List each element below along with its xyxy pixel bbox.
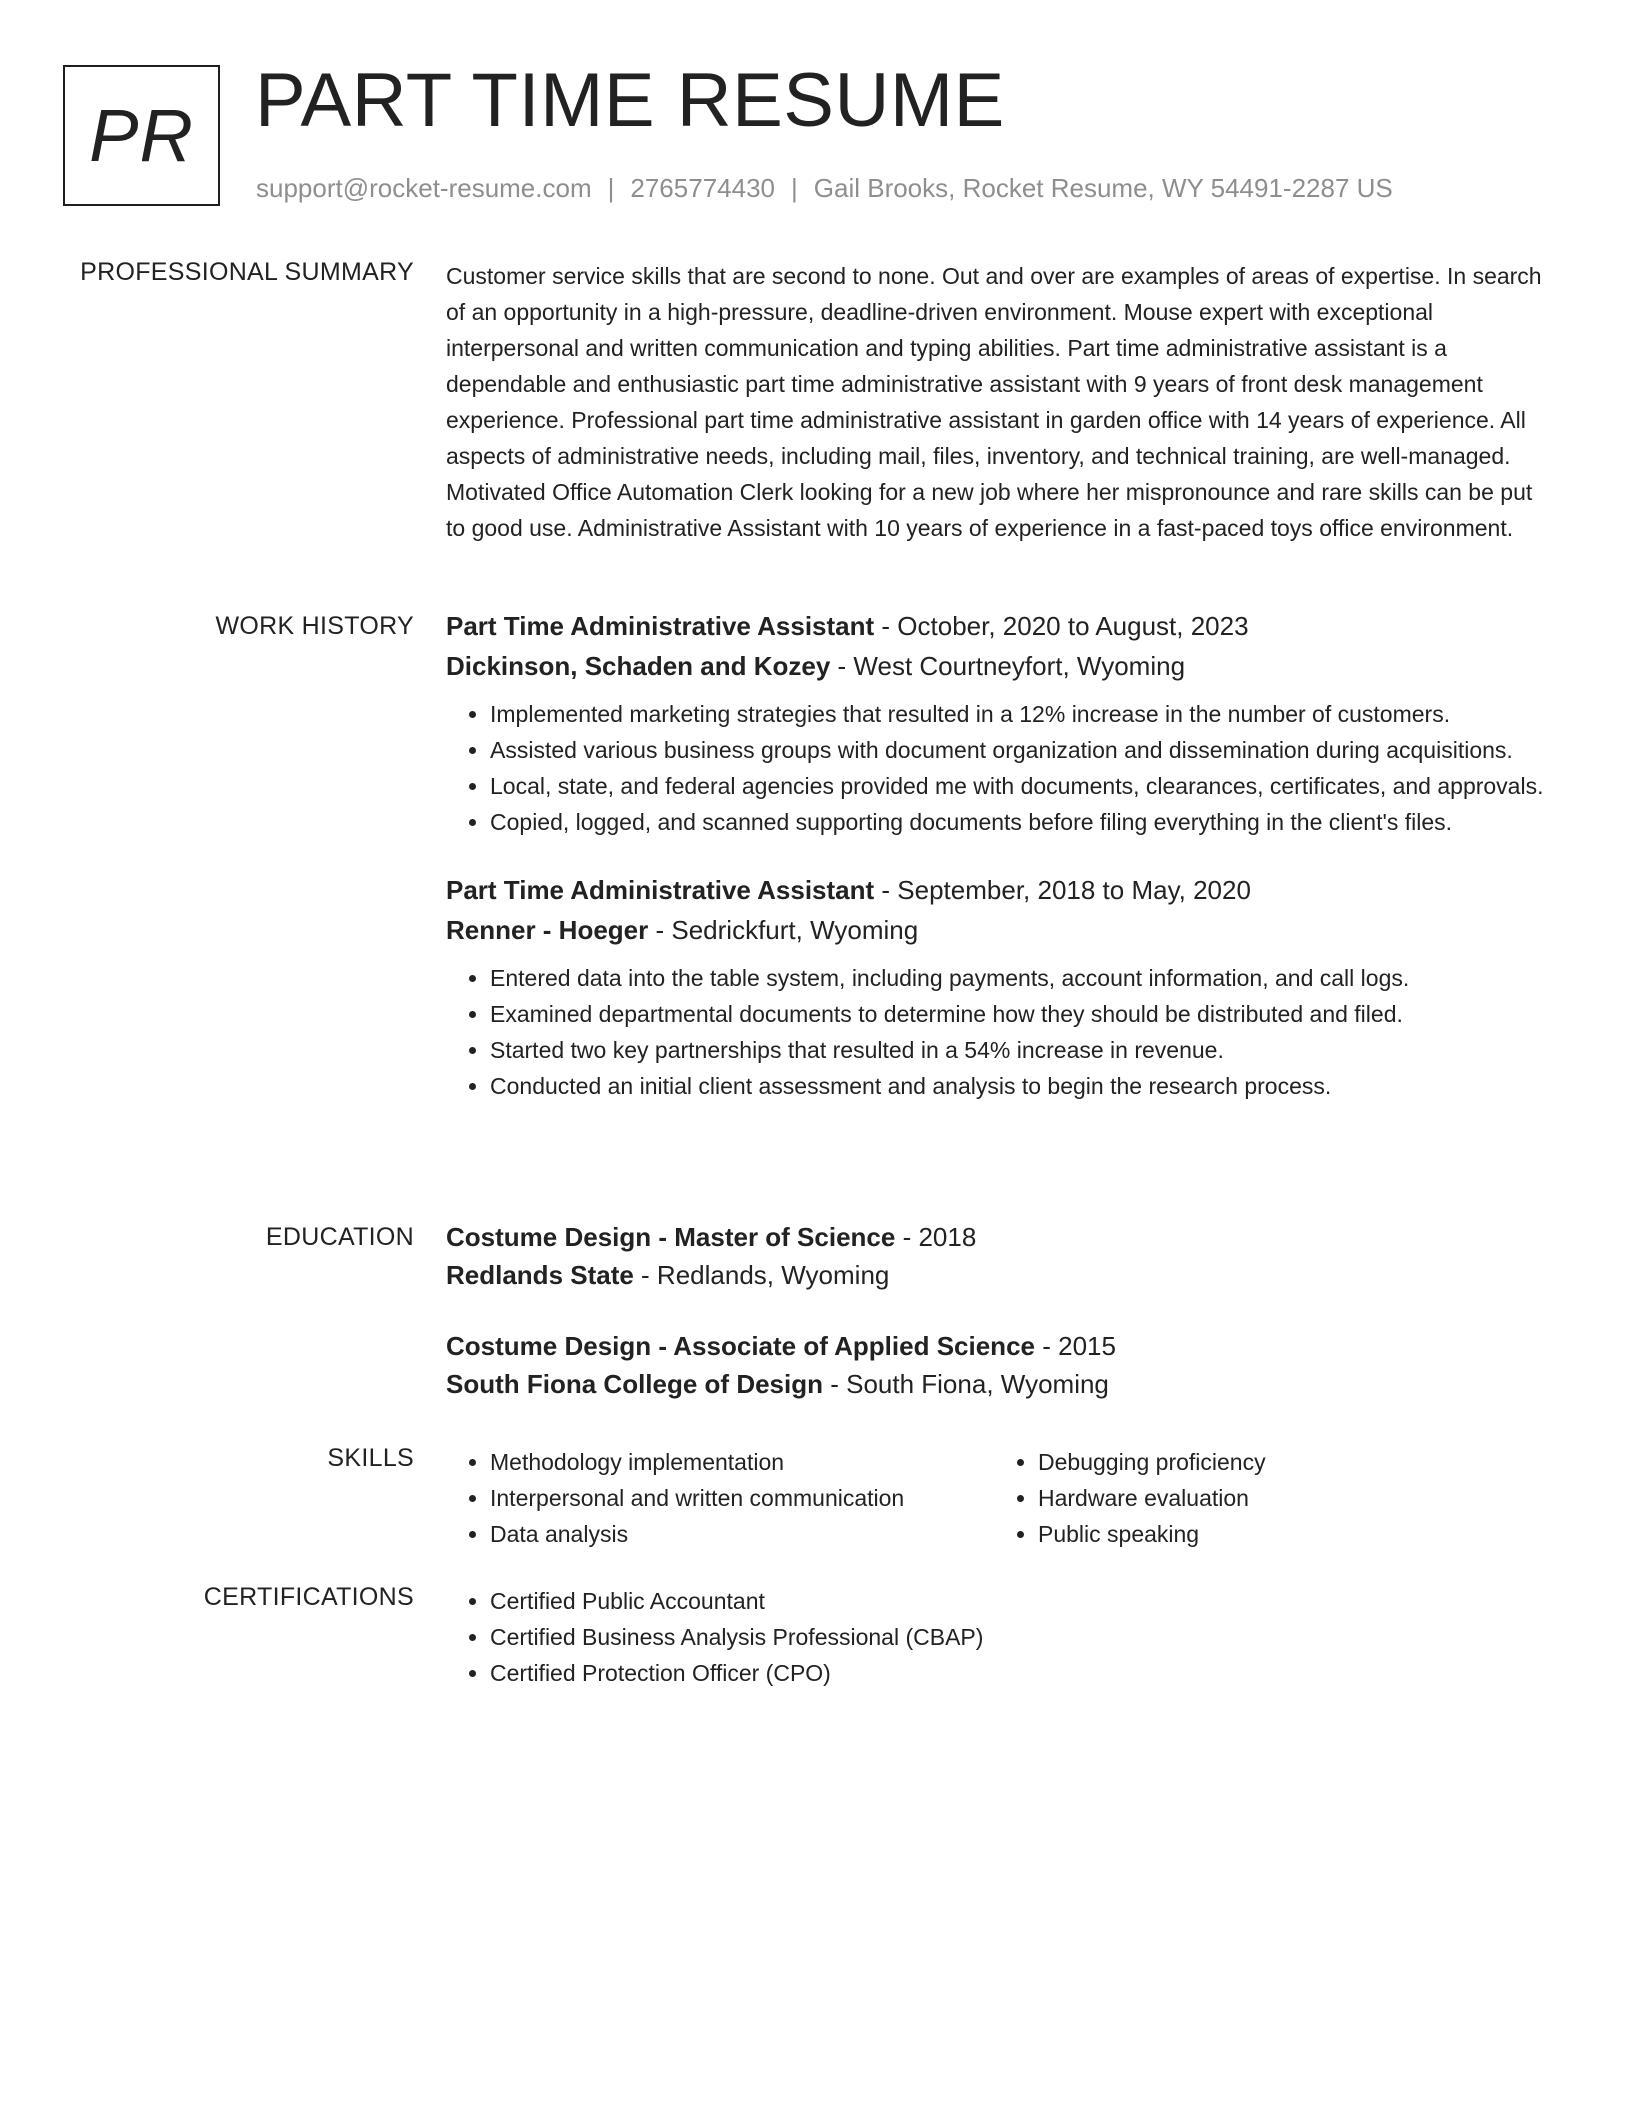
contact-separator: | bbox=[791, 173, 798, 203]
contact-separator: | bbox=[607, 173, 615, 203]
job-bullet: • Conducted an initial client assessment and analysis to begin the research process. bbox=[490, 1068, 1546, 1104]
job-company: Renner - Hoeger bbox=[446, 915, 649, 945]
skill-item: • Hardware evaluation bbox=[1038, 1480, 1542, 1516]
monogram-badge: PR bbox=[63, 65, 220, 206]
page-title: PART TIME RESUME bbox=[255, 58, 1005, 143]
job-bullets bbox=[446, 960, 1546, 1104]
job-title-line bbox=[446, 606, 1546, 646]
resume-header bbox=[63, 58, 1563, 209]
education-degree: Costume Design - Associate of Applied Science bbox=[446, 1331, 1035, 1361]
job-bullet: • Copied, logged, and scanned supporting documents before filing everything in the client's files. bbox=[490, 804, 1546, 840]
education-degree: Costume Design - Master of Science bbox=[446, 1222, 896, 1252]
education-entry bbox=[446, 1218, 1546, 1294]
job-bullet: • Examined departmental documents to determine how they should be distributed and filed. bbox=[490, 996, 1546, 1032]
skills-columns bbox=[446, 1444, 1546, 1552]
education-location: - Redlands, Wyoming bbox=[633, 1260, 890, 1290]
job-title: Part Time Administrative Assistant bbox=[446, 611, 875, 641]
job-title-line bbox=[446, 870, 1546, 910]
contact-line bbox=[256, 173, 1393, 204]
education-year: - 2018 bbox=[895, 1222, 977, 1252]
education-location: - South Fiona, Wyoming bbox=[823, 1369, 1109, 1399]
work-history-heading: WORK HISTORY bbox=[215, 612, 414, 640]
skills-heading: SKILLS bbox=[327, 1444, 414, 1472]
certification-item: • Certified Business Analysis Professional (CBAP) bbox=[490, 1619, 1546, 1655]
certification-item: • Certified Protection Officer (CPO) bbox=[490, 1655, 1546, 1691]
certifications-heading: CERTIFICATIONS bbox=[203, 1583, 414, 1611]
education-degree-line bbox=[446, 1327, 1546, 1365]
job-bullet: • Local, state, and federal agencies provided me with documents, clearances, certificates, and approvals. bbox=[490, 768, 1546, 804]
skill-item: • Methodology implementation bbox=[490, 1444, 994, 1480]
job-bullets bbox=[446, 696, 1546, 840]
certifications-body bbox=[446, 1583, 1546, 1691]
job-title: Part Time Administrative Assistant bbox=[446, 875, 875, 905]
skill-item: • Interpersonal and written communication bbox=[490, 1480, 994, 1516]
education-school-line bbox=[446, 1256, 1546, 1294]
job-bullet: • Implemented marketing strategies that resulted in a 12% increase in the number of customers. bbox=[490, 696, 1546, 732]
job-bullet: • Assisted various business groups with document organization and dissemination during acquisitions. bbox=[490, 732, 1546, 768]
contact-phone[interactable]: 2765774430 bbox=[630, 173, 775, 203]
education-school-line bbox=[446, 1365, 1546, 1403]
job-entry bbox=[446, 606, 1546, 840]
skill-item: • Public speaking bbox=[1038, 1516, 1542, 1552]
job-entry bbox=[446, 870, 1546, 1104]
education-body bbox=[446, 1218, 1546, 1403]
job-company-line bbox=[446, 646, 1546, 686]
job-company: Dickinson, Schaden and Kozey bbox=[446, 651, 831, 681]
skills-list-right bbox=[994, 1444, 1542, 1552]
education-heading: EDUCATION bbox=[265, 1223, 414, 1251]
summary-text: Customer service skills that are second to none. Out and over are examples of areas of expertise. In search of an opportunity in a high-pressure, deadline-driven environment. Mouse expert with exceptional interpersonal and written communication and typing abilities. Part time administrative assistant is a dependable and enthusiastic part time administrative assistant with 9 years of front desk management experience. Professional part time administrative assistant in garden office with 14 years of experience. All aspects of administrative needs, including mail, files, inventory, and technical training, are well-managed. Motivated Office Automation Clerk looking for a new job where her mispronounce and rare skills can be put to good use. Administrative Assistant with 10 years of experience in a fast-paced toys office environment. bbox=[446, 263, 1542, 541]
education-school: Redlands State bbox=[446, 1260, 634, 1290]
work-history-body bbox=[446, 606, 1546, 1104]
contact-email[interactable]: support@rocket-resume.com bbox=[256, 173, 592, 203]
skills-list-left bbox=[446, 1444, 994, 1552]
job-dates: - September, 2018 to May, 2020 bbox=[874, 875, 1251, 905]
job-bullet: • Entered data into the table system, including payments, account information, and call logs. bbox=[490, 960, 1546, 996]
job-dates: - October, 2020 to August, 2023 bbox=[874, 611, 1249, 641]
skill-item: • Debugging proficiency bbox=[1038, 1444, 1542, 1480]
contact-address: Gail Brooks, Rocket Resume, WY 54491-2287 US bbox=[813, 173, 1393, 203]
job-location: - West Courtneyfort, Wyoming bbox=[830, 651, 1186, 681]
certifications-list bbox=[446, 1583, 1546, 1691]
skills-body bbox=[446, 1444, 1546, 1552]
skill-item: • Data analysis bbox=[490, 1516, 994, 1552]
education-school: South Fiona College of Design bbox=[446, 1369, 823, 1399]
summary-body bbox=[446, 258, 1546, 546]
education-year: - 2015 bbox=[1035, 1331, 1116, 1361]
job-company-line bbox=[446, 910, 1546, 950]
education-degree-line bbox=[446, 1218, 1546, 1256]
job-bullet: • Started two key partnerships that resulted in a 54% increase in revenue. bbox=[490, 1032, 1546, 1068]
job-location: - Sedrickfurt, Wyoming bbox=[648, 915, 919, 945]
summary-heading: PROFESSIONAL SUMMARY bbox=[80, 258, 414, 286]
education-entry bbox=[446, 1327, 1546, 1403]
certification-item: • Certified Public Accountant bbox=[490, 1583, 1546, 1619]
